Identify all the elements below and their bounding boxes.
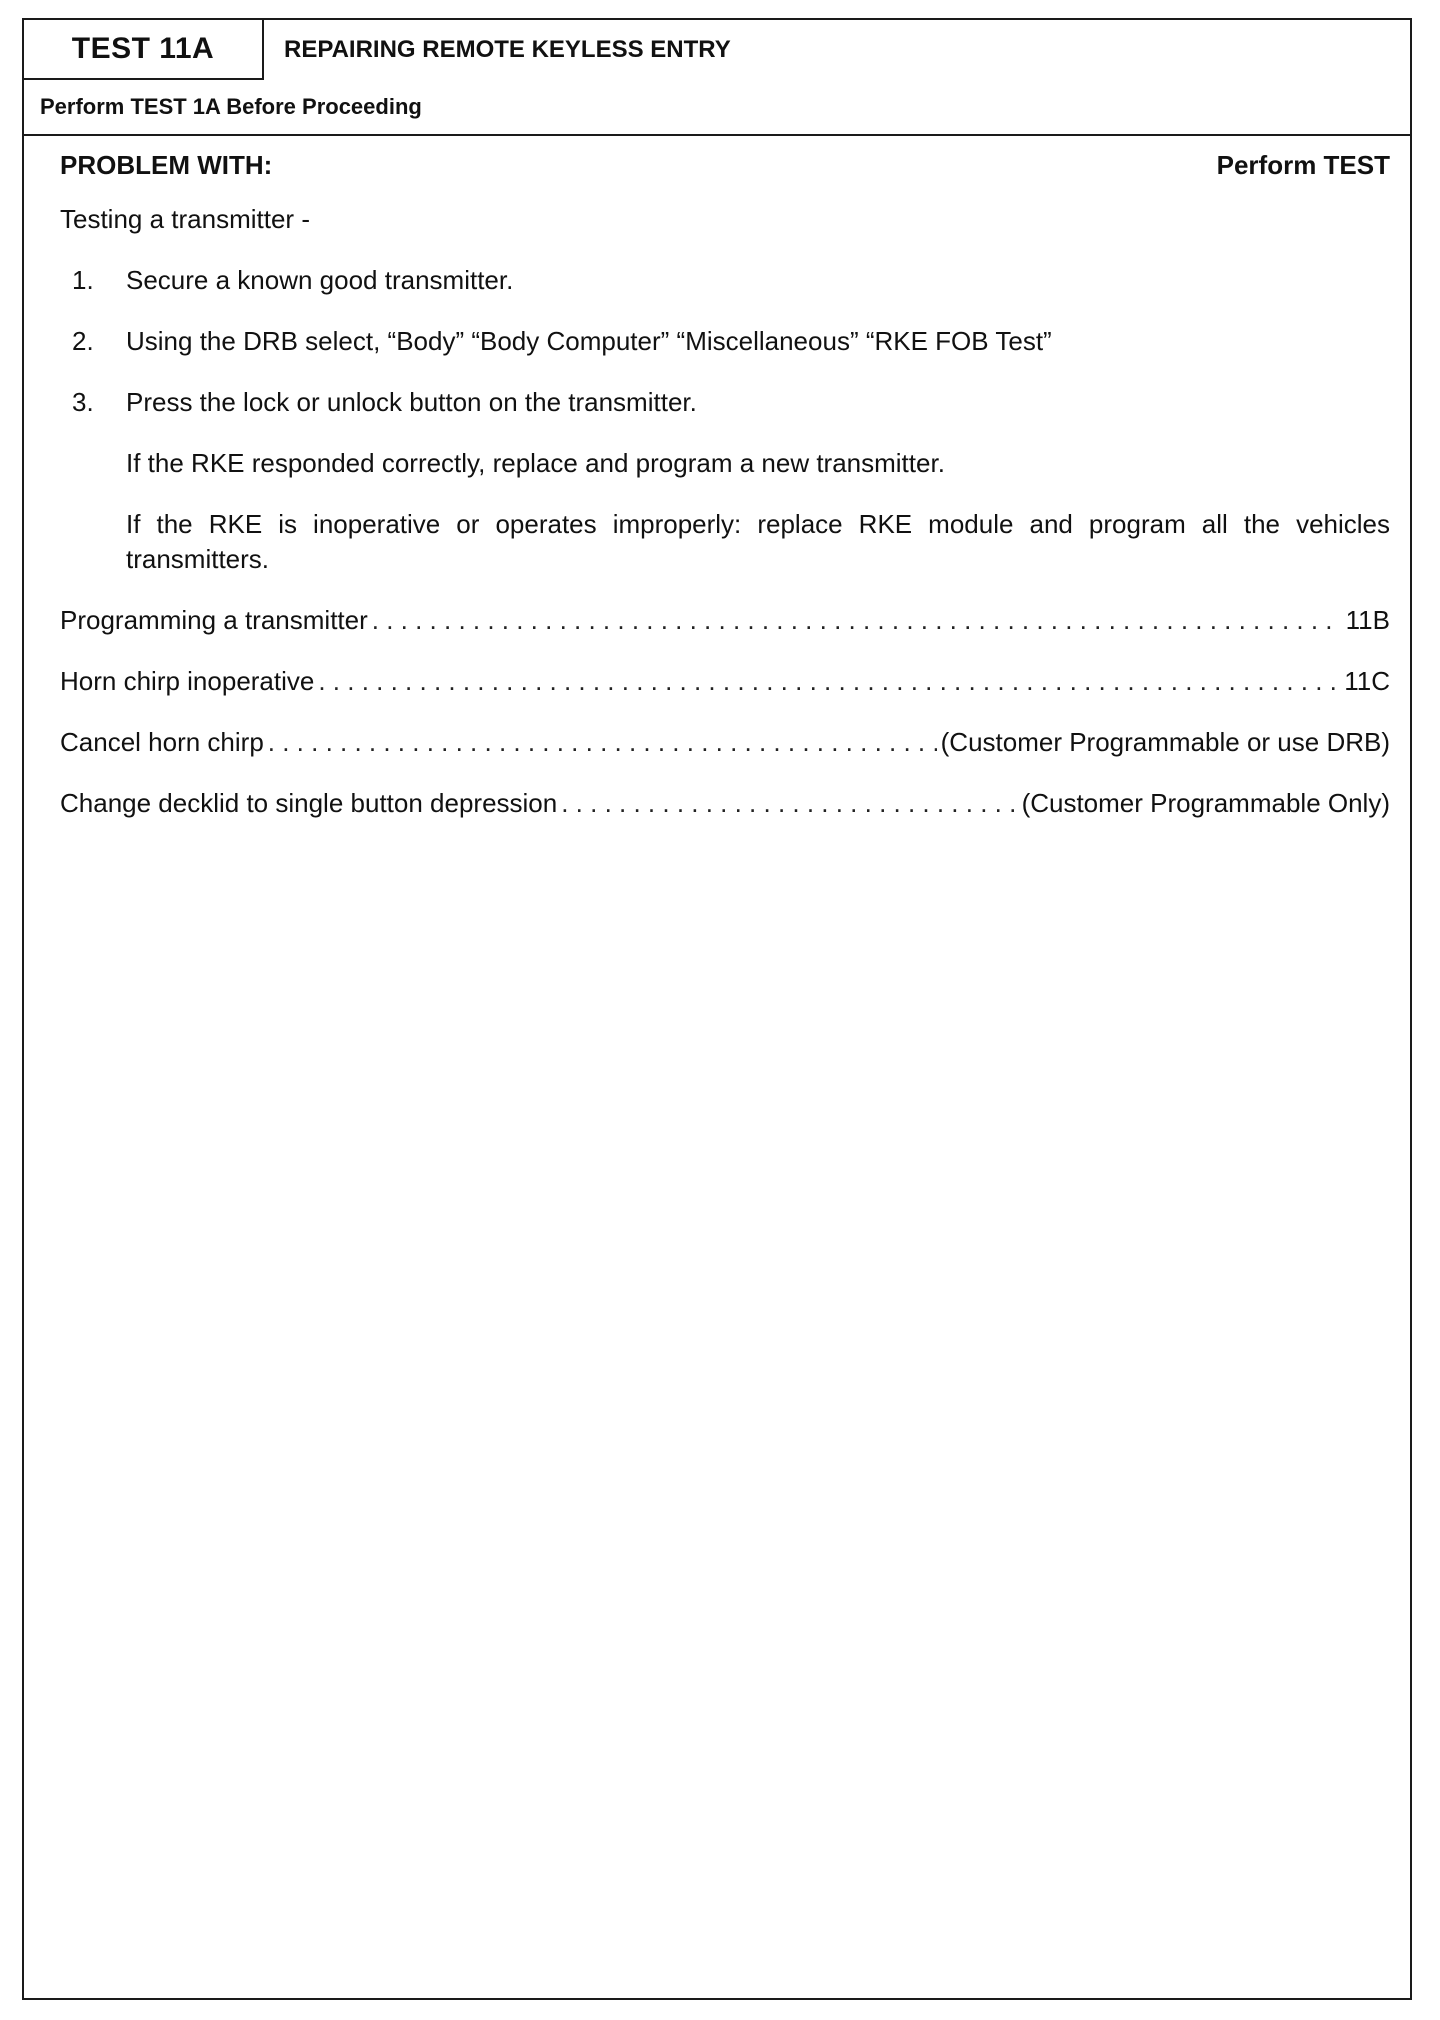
document-frame xyxy=(22,18,1412,2000)
problem-row xyxy=(60,725,1390,760)
result-inoperative: If the RKE is inoperative or operates improperly: replace RKE module and program all the vehicles transmitters. xyxy=(126,509,1390,574)
problem-label: Cancel horn chirp xyxy=(60,727,264,757)
prerequisite-row xyxy=(24,80,1410,136)
step-item xyxy=(60,263,1390,298)
problem-test: 11C xyxy=(1344,666,1390,696)
dot-leader xyxy=(372,603,1342,638)
dot-leader xyxy=(561,786,1017,821)
column-headers xyxy=(60,150,1390,202)
prerequisite-text: Perform TEST 1A Before Proceeding xyxy=(40,94,422,119)
test-title: REPAIRING REMOTE KEYLESS ENTRY xyxy=(284,36,731,63)
perform-test-heading: Perform TEST xyxy=(1216,150,1390,180)
step-text: Press the lock or unlock button on the transmitter. xyxy=(126,387,697,417)
problem-test: (Customer Programmable Only) xyxy=(1021,788,1390,818)
test-id: TEST 11A xyxy=(24,20,264,80)
content xyxy=(60,132,1390,847)
step-item xyxy=(60,324,1390,359)
problem-label: Change decklid to single button depression xyxy=(60,788,558,818)
problem-row xyxy=(60,786,1390,821)
dot-leader xyxy=(268,725,937,760)
problem-test: (Customer Programmable or use DRB) xyxy=(940,727,1390,757)
step-text: Secure a known good transmitter. xyxy=(126,265,514,295)
dot-leader xyxy=(318,664,1340,699)
header-row xyxy=(24,20,1410,80)
problem-label: Programming a transmitter xyxy=(60,605,368,635)
problem-label: Horn chirp inoperative xyxy=(60,666,315,696)
step-number: 1. xyxy=(72,265,94,295)
step-item xyxy=(60,385,1390,420)
problem-row xyxy=(60,664,1390,699)
problem-with-heading: PROBLEM WITH: xyxy=(60,150,273,180)
step-number: 2. xyxy=(72,326,94,356)
problem-row xyxy=(60,603,1390,638)
testing-intro: Testing a transmitter - xyxy=(60,204,310,234)
step-number: 3. xyxy=(72,387,94,417)
step-text: Using the DRB select, “Body” “Body Computer” “Miscellaneous” “RKE FOB Test” xyxy=(126,326,1052,356)
result-correct: If the RKE responded correctly, replace and program a new transmitter. xyxy=(126,448,945,478)
problem-test: 11B xyxy=(1345,605,1390,635)
